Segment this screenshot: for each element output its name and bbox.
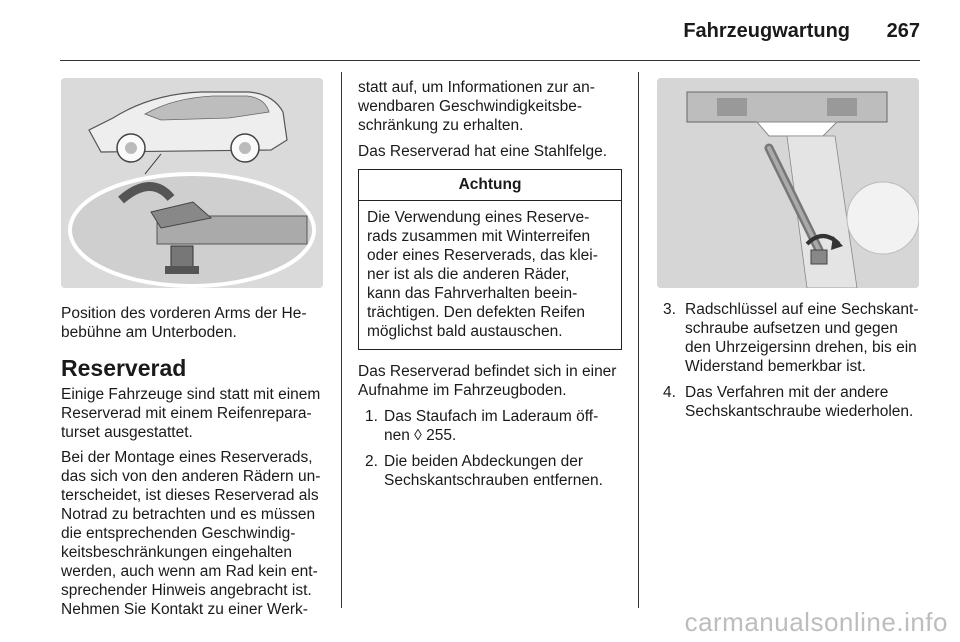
page-number: 267 <box>886 20 920 42</box>
image-caption: Position des vorderen Arms der He- bebühne am Unterboden. <box>61 305 307 341</box>
column-middle <box>358 78 622 490</box>
column-right <box>663 300 925 421</box>
header-rule <box>60 60 920 61</box>
paragraph: Das Reserverad hat eine Stahlfelge. <box>358 143 608 160</box>
column-left <box>61 304 329 619</box>
list-item <box>358 407 622 445</box>
step-number: 2. <box>365 453 378 470</box>
step-text: Radschlüssel auf eine Sechskant- schraube aufsetzen und gegen den Uhrzeigersinn drehen, bis ein Widerstand bemerkbar ist. <box>685 301 919 375</box>
step-number: 3. <box>663 301 676 318</box>
warning-box <box>358 169 622 350</box>
step-text: Das Verfahren mit der andere Sechskantschraube wiederholen. <box>685 384 914 420</box>
list-item <box>358 452 622 490</box>
list-item <box>663 300 925 376</box>
watermark: carmanualsonline.info <box>684 607 948 637</box>
section-heading: Reserverad <box>61 355 187 381</box>
paragraph: statt auf, um Informationen zur an- wendbaren Geschwindigkeitsbe- schränkung zu erhalten. <box>358 79 595 134</box>
step-text: Das Staufach im Laderaum öff- nen ◊ 255. <box>384 408 599 444</box>
page-title: Fahrzeugwartung <box>683 20 850 42</box>
step-number: 1. <box>365 408 378 425</box>
paragraph: Das Reserverad befindet sich in einer Aufnahme im Fahrzeugboden. <box>358 363 617 399</box>
page-header <box>60 18 920 60</box>
warning-title: Achtung <box>359 170 621 201</box>
lift-arm-illustration <box>61 78 323 288</box>
column-divider <box>341 72 342 608</box>
lift-arm-drawing <box>61 78 323 288</box>
spare-wheel-illustration <box>657 78 919 288</box>
warning-text: Die Verwendung eines Reserve- rads zusammen mit Winterreifen oder eines Reserverads, das klei- ner ist als die anderen Räder, kann das Fahrverhalten beein- trächtigen. Den defekten Reifen möglichst bald austauschen. <box>367 209 598 340</box>
spare-wheel-drawing <box>657 78 919 288</box>
column-divider <box>638 72 639 608</box>
list-item <box>663 383 925 421</box>
step-text: Die beiden Abdeckungen der Sechskantschrauben entfernen. <box>384 453 603 489</box>
step-number: 4. <box>663 384 676 401</box>
paragraph: Einige Fahrzeuge sind statt mit einem Reserverad mit einem Reifenrepara- turset ausgestattet. <box>61 386 321 441</box>
paragraph: Bei der Montage eines Reserverads, das sich von den anderen Rädern un- terscheidet, ist dieses Reserverad als Notrad zu betrachten und es müssen die entsprechenden Geschwindig- keitsbeschränkungen eingehalten werden, auch wenn am Rad kein ent- sprechender Hinweis angebracht ist. Nehmen Sie Kontakt zu einer Werk- <box>61 449 321 618</box>
